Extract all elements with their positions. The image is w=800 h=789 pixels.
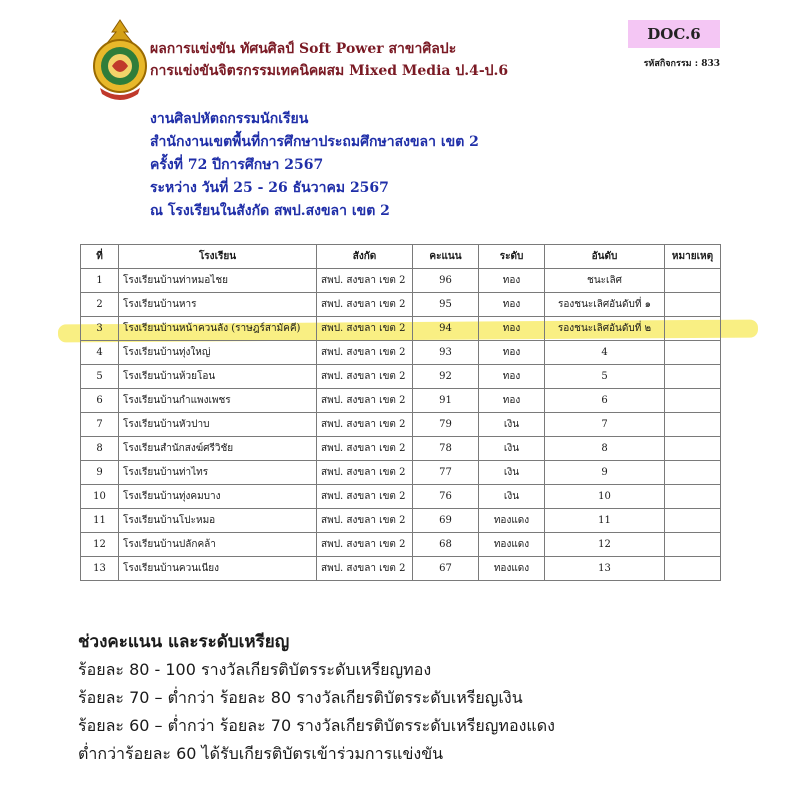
- page-subtitle: การแข่งขันจิตรกรรมเทคนิคผสม Mixed Media ป.4-ป.6: [150, 63, 509, 79]
- cell-school: โรงเรียนบ้านทุ่งใหญ่: [119, 341, 317, 365]
- table-row: [81, 389, 721, 413]
- cell-affiliation: สพป. สงขลา เขต 2: [317, 269, 413, 293]
- cell-school: โรงเรียนบ้านหน้าควนลัง (ราษฎร์สามัคคี): [119, 317, 317, 341]
- table-row: [81, 317, 721, 341]
- cell-score: 69: [413, 509, 479, 533]
- page-title: ผลการแข่งขัน ทัศนศิลป์ Soft Power สาขาศิลปะ: [150, 41, 457, 57]
- legend-title: ช่วงคะแนน และระดับเหรียญ: [78, 632, 290, 652]
- cell-affiliation: สพป. สงขลา เขต 2: [317, 317, 413, 341]
- legend-line-bronze: ร้อยละ 60 – ต่ำกว่า ร้อยละ 70 รางวัลเกียรติบัตรระดับเหรียญทองแดง: [78, 716, 555, 735]
- cell-affiliation: สพป. สงขลา เขต 2: [317, 341, 413, 365]
- table-row: [81, 293, 721, 317]
- cell-remark: [665, 413, 721, 437]
- col-header-school: โรงเรียน: [119, 245, 317, 269]
- cell-rank: 10: [545, 485, 665, 509]
- cell-rank: 8: [545, 437, 665, 461]
- cell-rank: รองชนะเลิศอันดับที่ ๑: [545, 293, 665, 317]
- cell-no: 7: [81, 413, 119, 437]
- cell-level: เงิน: [479, 485, 545, 509]
- cell-remark: [665, 269, 721, 293]
- cell-level: เงิน: [479, 413, 545, 437]
- cell-no: 9: [81, 461, 119, 485]
- cell-rank: 9: [545, 461, 665, 485]
- cell-score: 93: [413, 341, 479, 365]
- cell-remark: [665, 389, 721, 413]
- cell-school: โรงเรียนบ้านควนเนียง: [119, 557, 317, 581]
- cell-no: 3: [81, 317, 119, 341]
- cell-score: 96: [413, 269, 479, 293]
- cell-rank: 11: [545, 509, 665, 533]
- cell-score: 91: [413, 389, 479, 413]
- cell-level: ทอง: [479, 317, 545, 341]
- cell-school: โรงเรียนบ้านกำแพงเพชร: [119, 389, 317, 413]
- col-header-no: ที่: [81, 245, 119, 269]
- cell-school: โรงเรียนบ้านปลักคล้า: [119, 533, 317, 557]
- cell-score: 94: [413, 317, 479, 341]
- cell-rank: 13: [545, 557, 665, 581]
- cell-affiliation: สพป. สงขลา เขต 2: [317, 509, 413, 533]
- cell-score: 76: [413, 485, 479, 509]
- cell-school: โรงเรียนบ้านหัวปาบ: [119, 413, 317, 437]
- cell-remark: [665, 461, 721, 485]
- activity-code: รหัสกิจกรรม : 833: [643, 59, 720, 69]
- table-row: [81, 341, 721, 365]
- col-header-level: ระดับ: [479, 245, 545, 269]
- cell-school: โรงเรียนบ้านหาร: [119, 293, 317, 317]
- cell-level: ทองแดง: [479, 509, 545, 533]
- info-line-3: ครั้งที่ 72 ปีการศึกษา 2567: [150, 157, 324, 173]
- cell-level: เงิน: [479, 437, 545, 461]
- cell-no: 4: [81, 341, 119, 365]
- doc-badge: DOC.6: [628, 20, 720, 48]
- col-header-remark: หมายเหตุ: [665, 245, 721, 269]
- cell-no: 8: [81, 437, 119, 461]
- col-header-score: คะแนน: [413, 245, 479, 269]
- cell-score: 78: [413, 437, 479, 461]
- cell-remark: [665, 509, 721, 533]
- cell-remark: [665, 365, 721, 389]
- cell-no: 10: [81, 485, 119, 509]
- legend-line-gold: ร้อยละ 80 - 100 รางวัลเกียรติบัตรระดับเหรียญทอง: [78, 660, 432, 679]
- cell-school: โรงเรียนบ้านท่าหมอไชย: [119, 269, 317, 293]
- cell-score: 67: [413, 557, 479, 581]
- cell-affiliation: สพป. สงขลา เขต 2: [317, 413, 413, 437]
- cell-school: โรงเรียนสำนักสงฆ์ศรีวิชัย: [119, 437, 317, 461]
- cell-level: ทอง: [479, 293, 545, 317]
- table-header-row: [81, 245, 721, 269]
- table-row: [81, 557, 721, 581]
- cell-remark: [665, 293, 721, 317]
- cell-affiliation: สพป. สงขลา เขต 2: [317, 533, 413, 557]
- cell-rank: ชนะเลิศ: [545, 269, 665, 293]
- cell-level: ทอง: [479, 365, 545, 389]
- cell-affiliation: สพป. สงขลา เขต 2: [317, 293, 413, 317]
- cell-rank: รองชนะเลิศอันดับที่ ๒: [545, 317, 665, 341]
- cell-remark: [665, 317, 721, 341]
- cell-remark: [665, 437, 721, 461]
- cell-school: โรงเรียนบ้านห้วยโอน: [119, 365, 317, 389]
- col-header-affiliation: สังกัด: [317, 245, 413, 269]
- results-table: [80, 244, 721, 581]
- info-line-2: สำนักงานเขตพื้นที่การศึกษาประถมศึกษาสงขลา เขต 2: [150, 134, 479, 150]
- info-line-4: ระหว่าง วันที่ 25 - 26 ธันวาคม 2567: [150, 180, 389, 196]
- cell-level: ทองแดง: [479, 533, 545, 557]
- cell-no: 6: [81, 389, 119, 413]
- info-line-5: ณ โรงเรียนในสังกัด สพป.สงขลา เขต 2: [150, 203, 390, 219]
- table-row: [81, 269, 721, 293]
- cell-remark: [665, 557, 721, 581]
- cell-no: 12: [81, 533, 119, 557]
- cell-level: ทอง: [479, 269, 545, 293]
- cell-rank: 7: [545, 413, 665, 437]
- cell-no: 1: [81, 269, 119, 293]
- cell-no: 2: [81, 293, 119, 317]
- cell-rank: 6: [545, 389, 665, 413]
- cell-no: 5: [81, 365, 119, 389]
- cell-remark: [665, 485, 721, 509]
- cell-score: 95: [413, 293, 479, 317]
- cell-rank: 5: [545, 365, 665, 389]
- cell-school: โรงเรียนบ้านทุ่งคมบาง: [119, 485, 317, 509]
- cell-level: ทอง: [479, 341, 545, 365]
- table-row: [81, 437, 721, 461]
- table-row: [81, 533, 721, 557]
- cell-level: ทอง: [479, 389, 545, 413]
- cell-remark: [665, 533, 721, 557]
- cell-score: 68: [413, 533, 479, 557]
- legend-line-silver: ร้อยละ 70 – ต่ำกว่า ร้อยละ 80 รางวัลเกียรติบัตรระดับเหรียญเงิน: [78, 688, 523, 707]
- school-emblem-icon: [88, 18, 152, 102]
- cell-affiliation: สพป. สงขลา เขต 2: [317, 365, 413, 389]
- cell-score: 92: [413, 365, 479, 389]
- cell-affiliation: สพป. สงขลา เขต 2: [317, 485, 413, 509]
- cell-affiliation: สพป. สงขลา เขต 2: [317, 557, 413, 581]
- cell-rank: 12: [545, 533, 665, 557]
- table-row: [81, 485, 721, 509]
- table-row: [81, 365, 721, 389]
- cell-affiliation: สพป. สงขลา เขต 2: [317, 437, 413, 461]
- cell-school: โรงเรียนบ้านท่าไทร: [119, 461, 317, 485]
- col-header-rank: อันดับ: [545, 245, 665, 269]
- table-row: [81, 413, 721, 437]
- cell-school: โรงเรียนบ้านโปะหมอ: [119, 509, 317, 533]
- cell-remark: [665, 341, 721, 365]
- cell-score: 77: [413, 461, 479, 485]
- table-row: [81, 461, 721, 485]
- info-line-1: งานศิลปหัตถกรรมนักเรียน: [150, 111, 309, 127]
- cell-rank: 4: [545, 341, 665, 365]
- cell-affiliation: สพป. สงขลา เขต 2: [317, 389, 413, 413]
- cell-level: ทองแดง: [479, 557, 545, 581]
- legend-line-participation: ต่ำกว่าร้อยละ 60 ได้รับเกียรติบัตรเข้าร่วมการแข่งขัน: [78, 744, 444, 763]
- cell-no: 13: [81, 557, 119, 581]
- cell-affiliation: สพป. สงขลา เขต 2: [317, 461, 413, 485]
- cell-score: 79: [413, 413, 479, 437]
- cell-level: เงิน: [479, 461, 545, 485]
- table-row: [81, 509, 721, 533]
- cell-no: 11: [81, 509, 119, 533]
